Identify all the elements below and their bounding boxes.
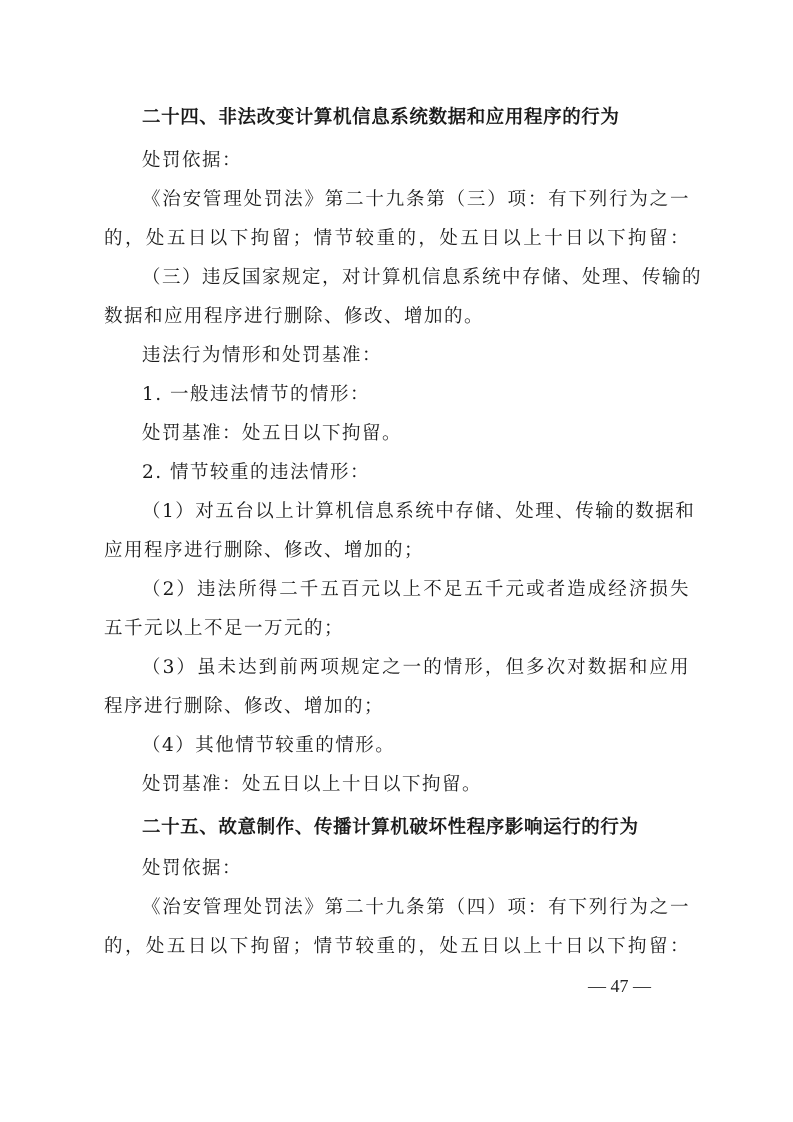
section-24-heading: 二十四、非法改变计算机信息系统数据和应用程序的行为 (142, 107, 620, 128)
section-24-general-label: 1. 一般违法情节的情形： (142, 384, 371, 405)
section-24-standard-label: 违法行为情形和处罚基准： (142, 345, 383, 366)
section-24-serious-label: 2. 情节较重的违法情形： (142, 462, 371, 483)
page-number: — 47 — (588, 976, 651, 996)
section-24-basis-label: 处罚依据： (142, 150, 243, 171)
section-24-item-3-line-1: （三）违反国家规定，对计算机信息系统中存储、处理、传输的 (142, 267, 703, 288)
section-24-condition-4: （4）其他情节较重的情形。 (142, 735, 396, 756)
section-25-law-line-2: 的，处五日以下拘留；情节较重的，处五日以上十日以下拘留： (104, 936, 690, 957)
section-24-serious-penalty: 处罚基准：处五日以上十日以下拘留。 (142, 774, 483, 795)
section-24-law-line-2: 的，处五日以下拘留；情节较重的，处五日以上十日以下拘留： (104, 228, 690, 249)
section-24-law-line-1: 《治安管理处罚法》第二十九条第（三）项：有下列行为之一 (142, 189, 690, 210)
section-24-general-penalty: 处罚基准：处五日以下拘留。 (142, 423, 403, 444)
section-24-condition-1-line-2: 应用程序进行删除、修改、增加的； (104, 540, 425, 561)
section-24-condition-1-line-1: （1）对五台以上计算机信息系统中存储、处理、传输的数据和 (142, 501, 696, 522)
section-25-heading: 二十五、故意制作、传播计算机破坏性程序影响运行的行为 (142, 817, 639, 838)
section-24-condition-2-line-2: 五千元以上不足一万元的； (104, 618, 345, 639)
section-25-law-line-1: 《治安管理处罚法》第二十九条第（四）项：有下列行为之一 (142, 897, 690, 918)
section-24-condition-3-line-1: （3）虽未达到前两项规定之一的情形，但多次对数据和应用 (142, 657, 690, 678)
section-24-item-3-line-2: 数据和应用程序进行删除、修改、增加的。 (104, 306, 485, 327)
section-25-basis-label: 处罚依据： (142, 858, 243, 879)
section-24-condition-2-line-1: （2）违法所得二千五百元以上不足五千元或者造成经济损失 (142, 579, 690, 600)
section-24-condition-3-line-2: 程序进行删除、修改、增加的； (104, 696, 385, 717)
